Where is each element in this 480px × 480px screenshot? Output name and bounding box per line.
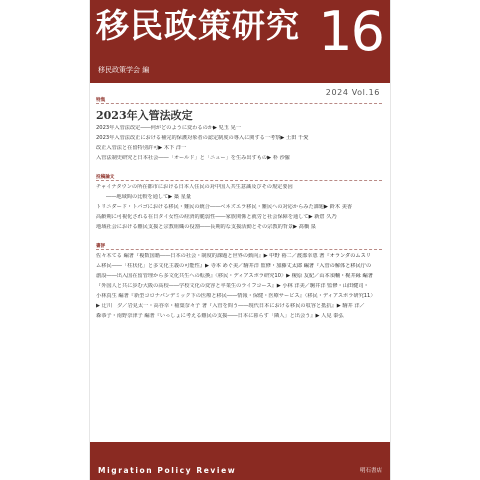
publisher-name: 明石書店: [359, 468, 382, 474]
review-author: ▶ 寺本 めぐ美／駒井洋 監修・加藤丈太郎 編著『入管の解体と移民庁の: [204, 263, 372, 269]
review-title: 森恭子・南野奈津子 編著『いっしょに考える難民の支援――日本に暮らす「隣人」と出会う』: [96, 313, 316, 319]
paper-article: [96, 204, 386, 211]
journal-title: 移民政策研究: [96, 6, 300, 45]
review-entry: [96, 293, 386, 300]
paper-article: [106, 194, 396, 201]
feature-article: [96, 145, 386, 152]
papers-label: 投稿論文: [96, 175, 115, 180]
feature-article: [96, 155, 386, 162]
section-divider: [96, 180, 382, 181]
article-title: 改正入管法と在留特別許可: [96, 145, 159, 151]
review-title: ▶ 辻川 夕／岩見太一・高谷幸・稲葉奈々子 著『入管を問う――現代日本における移民の収容と抵抗』: [96, 303, 337, 309]
review-author: ▶ 駒井 洋／: [336, 303, 365, 309]
article-title: 2023年入管法改定――何がどのように変わるのか: [96, 125, 213, 131]
special-feature-label: 特集: [96, 98, 106, 103]
article-author: ▶ 髙橋 泉: [293, 224, 316, 230]
article-author: ▶ 鈴木 美香: [324, 204, 353, 210]
editor-society: 移民政策学会 編: [98, 66, 150, 74]
review-author: ▶ 榎原 友紀／山本須輔・梶井縁 編著: [286, 273, 373, 279]
review-title: 佐々木てる 編著『複数国籍――日本の社会・制度的課題と世界の動向』: [96, 253, 264, 259]
review-entry: [96, 313, 386, 320]
article-author: ▶ 新倉 久乃: [308, 214, 337, 220]
paper-article: [96, 214, 386, 221]
review-title: 創設――出入国在留管理から多文化共生への転換』〈移民・ディアスポラ研究10〉: [96, 273, 287, 279]
review-entry: [96, 283, 386, 290]
article-title: ――地域間の比較を通して: [106, 194, 169, 200]
article-title: 入管法制史研究と日本社会――「オールド」と「ニュー」を生み出すもの: [96, 155, 268, 161]
english-title: Migration Policy Review: [98, 466, 237, 475]
section-divider: [96, 249, 382, 250]
feature-article: [96, 135, 386, 142]
article-title: 2023年入管法改正における補完的保護対象者の認定制度の導入に関する一考察: [96, 135, 281, 141]
review-author: ▶ 人見 泰弘: [315, 313, 344, 319]
special-feature-title: 2023年入管法改定: [96, 109, 193, 122]
review-author: ▶ 小林 洋美／駒井洋 監修・山田健司・: [276, 283, 369, 289]
review-entry: [96, 273, 386, 280]
cover-footer: [90, 442, 390, 480]
review-entry: [96, 303, 386, 310]
article-title: 地域社会における難民支援と宗教組織の役割――長期的な支援活動とその宗教的背景: [96, 224, 294, 230]
article-author: ▶ 築 星量: [168, 194, 192, 200]
article-author: ▶ 土田 千愛: [280, 135, 309, 141]
paper-article: [96, 184, 386, 191]
issue-number: 16: [318, 0, 383, 63]
article-title: チャイナタウンの所在都市における日本人住民の対中国人共生意識及びその規定要因: [96, 184, 293, 190]
paper-article: [96, 224, 386, 231]
book-cover: [90, 0, 390, 480]
review-title: ム移民――「柱状化」と多文化主義の可能性』: [96, 263, 205, 269]
article-author: ▶ 児玉 晃一: [212, 125, 241, 131]
review-entry: [96, 263, 386, 270]
section-divider: [96, 103, 382, 104]
article-title: 高齢期に可視化される在日タイ女性の経済的脆弱性――家族関係と就労と社会保障を通して: [96, 214, 309, 220]
review-title: 『外国人と共に歩む大阪の高校――学校文化の変容と卒業生のライフコース』: [96, 283, 277, 289]
reviews-label: 書評: [96, 244, 106, 249]
cover-header: [90, 0, 390, 83]
volume-label: 2024 Vol.16: [325, 88, 380, 97]
article-author: ▶ 朴 沙羅: [267, 155, 290, 161]
review-title: 小林真生 編著『新型コロナパンデミック下の医療と移民――情報・保健・医療サービス』〈移民・ディアスポラ研究11〉: [96, 293, 376, 299]
feature-article: [96, 125, 386, 132]
review-author: ▶ 中野 裕二／渡部幸恵 著『オランダのムスリ: [263, 253, 371, 259]
review-entry: [96, 253, 386, 260]
article-title: トリニダード・トバゴにおける移民・難民の統合――ベネズエラ移民・難民への対応からみた課題: [96, 204, 325, 210]
article-author: ▶ 木下 洋一: [158, 145, 187, 151]
